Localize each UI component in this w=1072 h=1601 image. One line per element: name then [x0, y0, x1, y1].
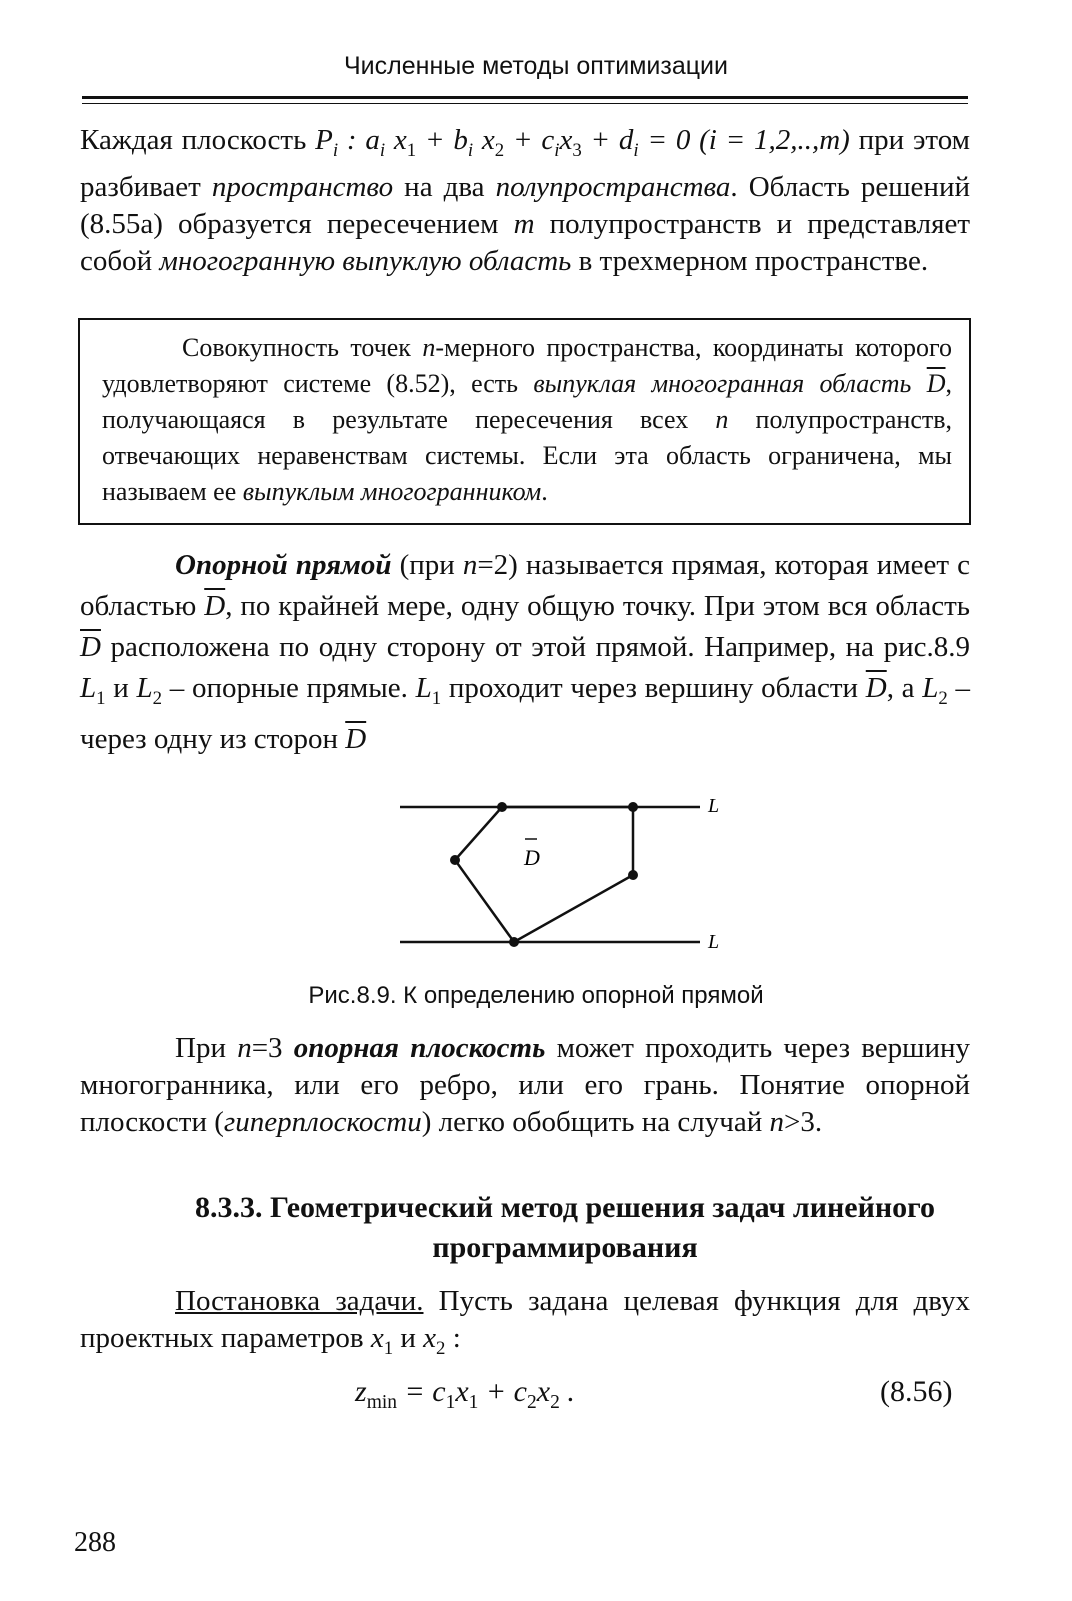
polygon-region	[455, 807, 633, 942]
figure-caption: Рис.8.9. К определению опорной прямой	[308, 982, 764, 1009]
page-number: 288	[74, 1527, 116, 1558]
objective-formula: $z_{min} = c_1x_1 + c_2x_2$ .	[355, 1375, 575, 1413]
paragraph-support-plane: При n=3 опорная плоскость может проходить через вершину многогранника, или его ребро, или его грань. Понятие опорной плоскости (гиперплоскости) легко обобщить на случай n>3.	[80, 1032, 971, 1138]
vertex-point	[628, 870, 638, 880]
header-rule-thin	[82, 103, 968, 104]
paragraph-problem: Постановка задачи. Пусть задана целевая функция для двух проектных параметров $x_1$ и $x_2$ :	[80, 1285, 970, 1359]
vertex-point	[628, 802, 638, 812]
section-heading: 8.3.3. Геометрический метод решения задач линейного программирования	[194, 1191, 936, 1264]
running-header: Численные методы оптимизации	[344, 52, 728, 80]
definition-text: Совокупность точек n-мерного пространства, координаты которого удовлетворяют системе (8.52), есть выпуклая многогранная область $\overline{D}$, получающаяся в результате пересечения всех n полупространств, отвечающих неравенствам системы. Если эта область ограничена, мы называем ее выпуклым многогранником.	[102, 333, 952, 506]
paragraph-plane: Каждая плоскость $P_i$ : $a_i$ $x_1 + b_i$ $x_2 + c_ix_3 + d_i = 0$ (i = 1,2,..,m) при этом разбивает пространство на два полупространства. Область решений (8.55а) образуется пересечением m полупространств и представляет собой многогранную выпуклую область в трехмерном пространстве.	[80, 124, 971, 277]
vertex-point	[450, 855, 460, 865]
label-bottom-line: L	[708, 931, 720, 953]
equation-number: (8.56)	[880, 1375, 953, 1408]
vertex-point	[509, 937, 519, 947]
paragraph-support-line: Опорной прямой (при n=2) называется прямая, которая имеет с областью $\overline{D}$, по крайней мере, одну общую точку. При этом вся область $\overline{D}$ расположена по одну сторону от этой прямой. Например, на рис.8.9 $L_1$ и $L_2$ – опорные прямые. $L_1$ проходит через вершину области $\overline{D}$, а $L_2$ – через одну из сторон $\overline{D}$	[80, 549, 971, 755]
vertex-point	[497, 802, 507, 812]
label-top-line: L	[708, 795, 720, 817]
region-label: D	[524, 845, 540, 870]
support-line-figure	[390, 790, 740, 960]
header-rule-thick	[82, 96, 968, 99]
